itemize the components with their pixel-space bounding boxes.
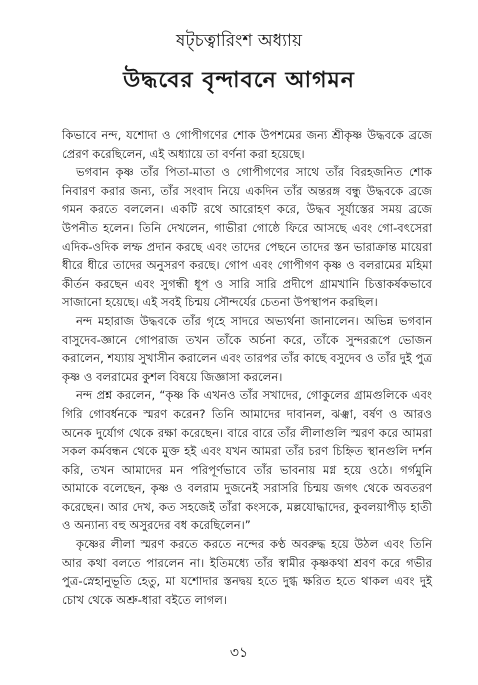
paragraph-intro: কিভাবে নন্দ, যশোদা ও গোপীগণের শোক উপশমের জন্য শ্রীকৃষ্ণ উদ্ধবকে ব্রজে প্রেরণ করেছিলেন, এই অধ্যায়ে তা বর্ণনা করা হয়েছে। (62, 128, 432, 161)
chapter-heading: ষট্চত্বারিংশ অধ্যায় (176, 31, 302, 51)
paragraph: ভগবান কৃষ্ণ তাঁর পিতা-মাতা ও গোপীগণের সাথে তাঁর বিরহজনিত শোক নিবারণ করার জন্য, তাঁর সংবাদ নিয়ে একদিন তাঁর অন্তরঙ্গ বন্ধু উদ্ধবকে ব্রজে গমন করতে বললেন। একটি রথে আরোহণ করে, উদ্ধব সূর্যাস্তের সময় ব্রজে উপনীত হলেন। তিনি দেখলেন, গাভীরা গোষ্ঠে ফিরে আসছে এবং গো-বৎসেরা এদিক-ওদিক লম্ফ প্রদান করছে এবং তাদের পেছনে তাদের স্তন ভারাক্রান্ত মায়েরা ধীরে ধীরে তাদের অনুসরণ করছে। গোপ এবং গোপীগণ কৃষ্ণ ও বলরামের মহিমা কীর্তন করছেন এবং সুগন্ধী ধূপ ও সারি সারি প্রদীপে গ্রামখানি চিত্তাকর্ষকভাবে সাজানো হয়েছে। এই সবই চিন্ময় সৌন্দর্যের চেতনা উপস্থাপন করছিল। (62, 165, 432, 310)
paragraph: নন্দ প্রশ্ন করলেন, “কৃষ্ণ কি এখনও তাঁর সখাদের, গোকুলের গ্রামগুলিকে এবং গিরি গোবর্ধনকে স্মরণ করেন? তিনি আমাদের দাবানল, ঝঞ্ঝা, বর্ষণ ও আরও অনেক দুর্যোগ থেকে রক্ষা করেছেন। বারে বারে তাঁর লীলাগুলি স্মরণ করে আমরা সকল কর্মবন্ধন থেকে মুক্ত হই এবং যখন আমরা তাঁর চরণ চিহ্নিত স্থানগুলি দর্শন করি, তখন আমাদের মন পরিপূর্ণভাবে তাঁর ভাবনায় মগ্ন হয়ে ওঠে। গর্গমুনি আমাকে বলেছেন, কৃষ্ণ ও বলরাম দুজনেই সরাসরি চিন্ময় জগৎ থেকে অবতরণ করেছেন। আর দেখ, কত সহজেই তাঁরা কংসকে, মল্লযোদ্ধাদের, কুবলয়াপীড় হাতী ও অন্যান্য বহু অসুরদের বধ করেছিলেন।” (62, 388, 432, 533)
body-text (62, 126, 432, 609)
paragraph: কৃষ্ণের লীলা স্মরণ করতে করতে নন্দের কণ্ঠ অবরুদ্ধ হয়ে উঠল এবং তিনি আর কথা বলতে পারলেন না। ইতিমধ্যে তাঁর স্বামীর কৃষ্ণকথা শ্রবণ করে গভীর পুত্র-স্নেহানুভূতি হেতু, মা যশোদার স্তনদ্বয় হতে দুগ্ধ ক্ষরিত হতে থাকল এবং দুই চোখ থেকে অশ্রু-ধারা বইতে লাগল। (62, 537, 432, 607)
page-number: ৩১ (229, 645, 249, 661)
chapter-title: উদ্ধবের বৃন্দাবনে আগমন (123, 68, 355, 93)
paragraph: নন্দ মহারাজ উদ্ধবকে তাঁর গৃহে সাদরে অভ্যর্থনা জানালেন। অভিন্ন ভগবান বাসুদেব-জ্ঞানে গোপরাজ তখন তাঁকে অর্চনা করে, তাঁকে সুন্দররূপে ভোজন করালেন, শয্যায় সুখাসীন করালেন এবং তারপর তাঁর কাছে বসুদেব ও তাঁর দুই পুত্র কৃষ্ণ ও বলরামের কুশল বিষয়ে জিজ্ঞাসা করলেন। (62, 313, 432, 384)
